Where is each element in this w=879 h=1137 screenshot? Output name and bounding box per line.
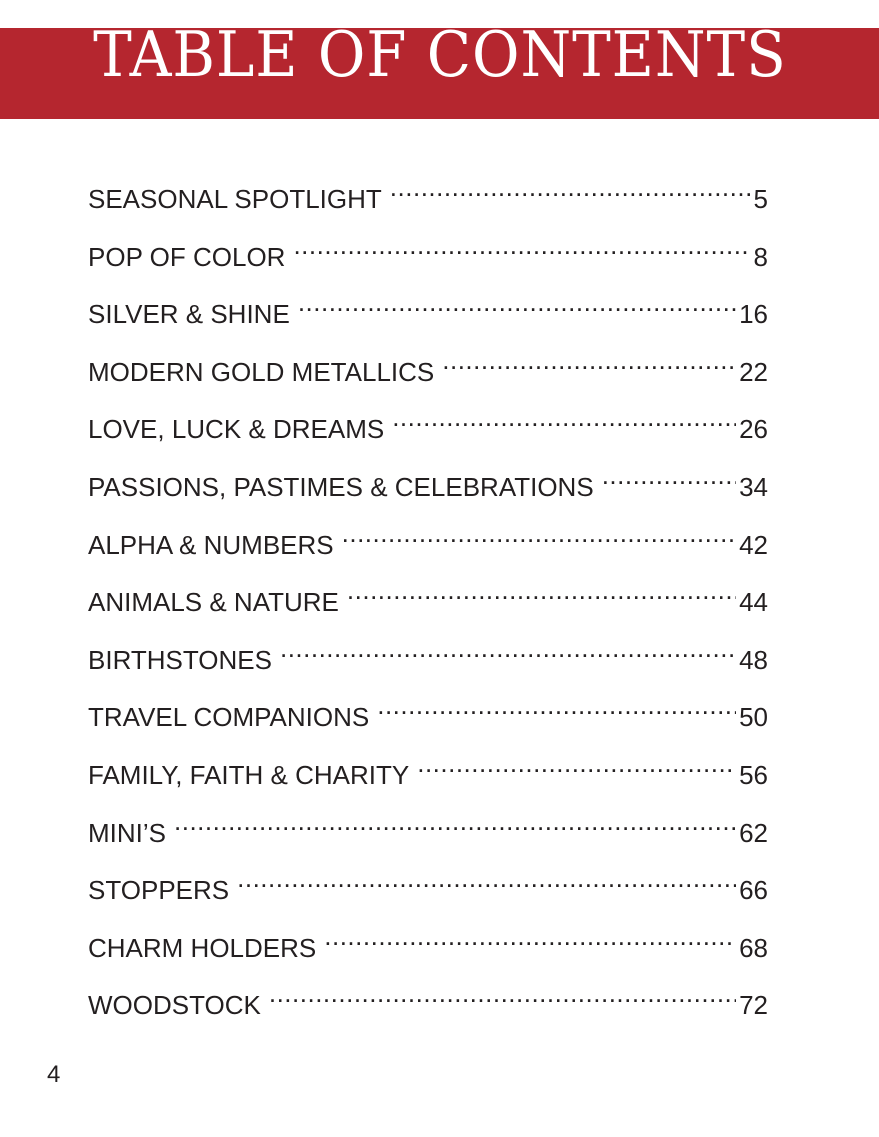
toc-entry[interactable] [88, 456, 768, 514]
dot-leader [298, 283, 736, 323]
toc-entry-label: PASSIONS, PASTIMES & CELEBRATIONS [88, 471, 594, 502]
toc-entry[interactable] [88, 744, 768, 802]
title-banner [0, 17, 879, 119]
toc-entry[interactable] [88, 398, 768, 456]
dot-leader [377, 686, 736, 726]
dot-leader [417, 744, 736, 784]
dot-leader [390, 168, 751, 208]
toc-entry-label: STOPPERS [88, 875, 230, 906]
toc-entry-label: ALPHA & NUMBERS [88, 529, 334, 560]
toc-entry[interactable] [88, 686, 768, 744]
toc-entry-label: ANIMALS & NATURE [88, 587, 339, 618]
toc-entry[interactable] [88, 168, 768, 226]
dot-leader [347, 571, 736, 611]
toc-entry-label: WOODSTOCK [88, 990, 261, 1021]
toc-entry-page: 48 [739, 644, 768, 675]
toc-entry-page: 62 [739, 817, 768, 848]
toc-entry-label: MINI’S [88, 817, 166, 848]
toc-entry[interactable] [88, 514, 768, 572]
toc-entry-page: 5 [753, 184, 768, 214]
dot-leader [342, 514, 736, 554]
toc-entry-label: SILVER & SHINE [88, 299, 290, 330]
toc-entry-label: BIRTHSTONES [88, 644, 272, 675]
toc-entry-label: MODERN GOLD METALLICS [88, 356, 435, 387]
page-title: TABLE OF CONTENTS [92, 17, 787, 91]
toc-entry[interactable] [88, 629, 768, 687]
toc-entry-label: POP OF COLOR [88, 241, 286, 272]
toc-entry[interactable] [88, 974, 768, 1032]
toc-entry-page: 68 [739, 932, 768, 963]
toc-entry-label: CHARM HOLDERS [88, 932, 317, 963]
dot-leader [280, 629, 736, 669]
toc-entry-page: 42 [739, 529, 768, 560]
toc-entry-page: 50 [739, 702, 768, 733]
toc-entry-page: 16 [739, 299, 768, 330]
toc-entry-page: 72 [739, 990, 768, 1021]
dot-leader [602, 456, 736, 496]
toc-entry[interactable] [88, 571, 768, 629]
toc-entry-page: 44 [739, 587, 768, 618]
toc-entry[interactable] [88, 226, 768, 284]
toc-entry-label: SEASONAL SPOTLIGHT [88, 184, 382, 214]
toc-entry-page: 26 [739, 414, 768, 445]
toc-entry-label: FAMILY, FAITH & CHARITY [88, 759, 410, 790]
toc-entry[interactable] [88, 283, 768, 341]
dot-leader [174, 802, 736, 842]
toc-entry-page: 8 [753, 241, 768, 272]
toc-entry[interactable] [88, 802, 768, 860]
toc-entry[interactable] [88, 917, 768, 975]
dot-leader [442, 341, 736, 381]
dot-leader [324, 917, 736, 957]
toc-entry-page: 66 [739, 875, 768, 906]
dot-leader [237, 859, 736, 899]
toc-entry[interactable] [88, 859, 768, 917]
page-number: 4 [47, 1061, 61, 1088]
dot-leader [269, 974, 736, 1014]
table-of-contents [88, 168, 768, 1032]
toc-entry-label: TRAVEL COMPANIONS [88, 702, 370, 733]
dot-leader [392, 398, 736, 438]
dot-leader [293, 226, 750, 266]
toc-entry-page: 34 [739, 471, 768, 502]
toc-entry[interactable] [88, 341, 768, 399]
toc-entry-page: 56 [739, 759, 768, 790]
toc-entry-page: 22 [739, 356, 768, 387]
toc-entry-label: LOVE, LUCK & DREAMS [88, 414, 385, 445]
